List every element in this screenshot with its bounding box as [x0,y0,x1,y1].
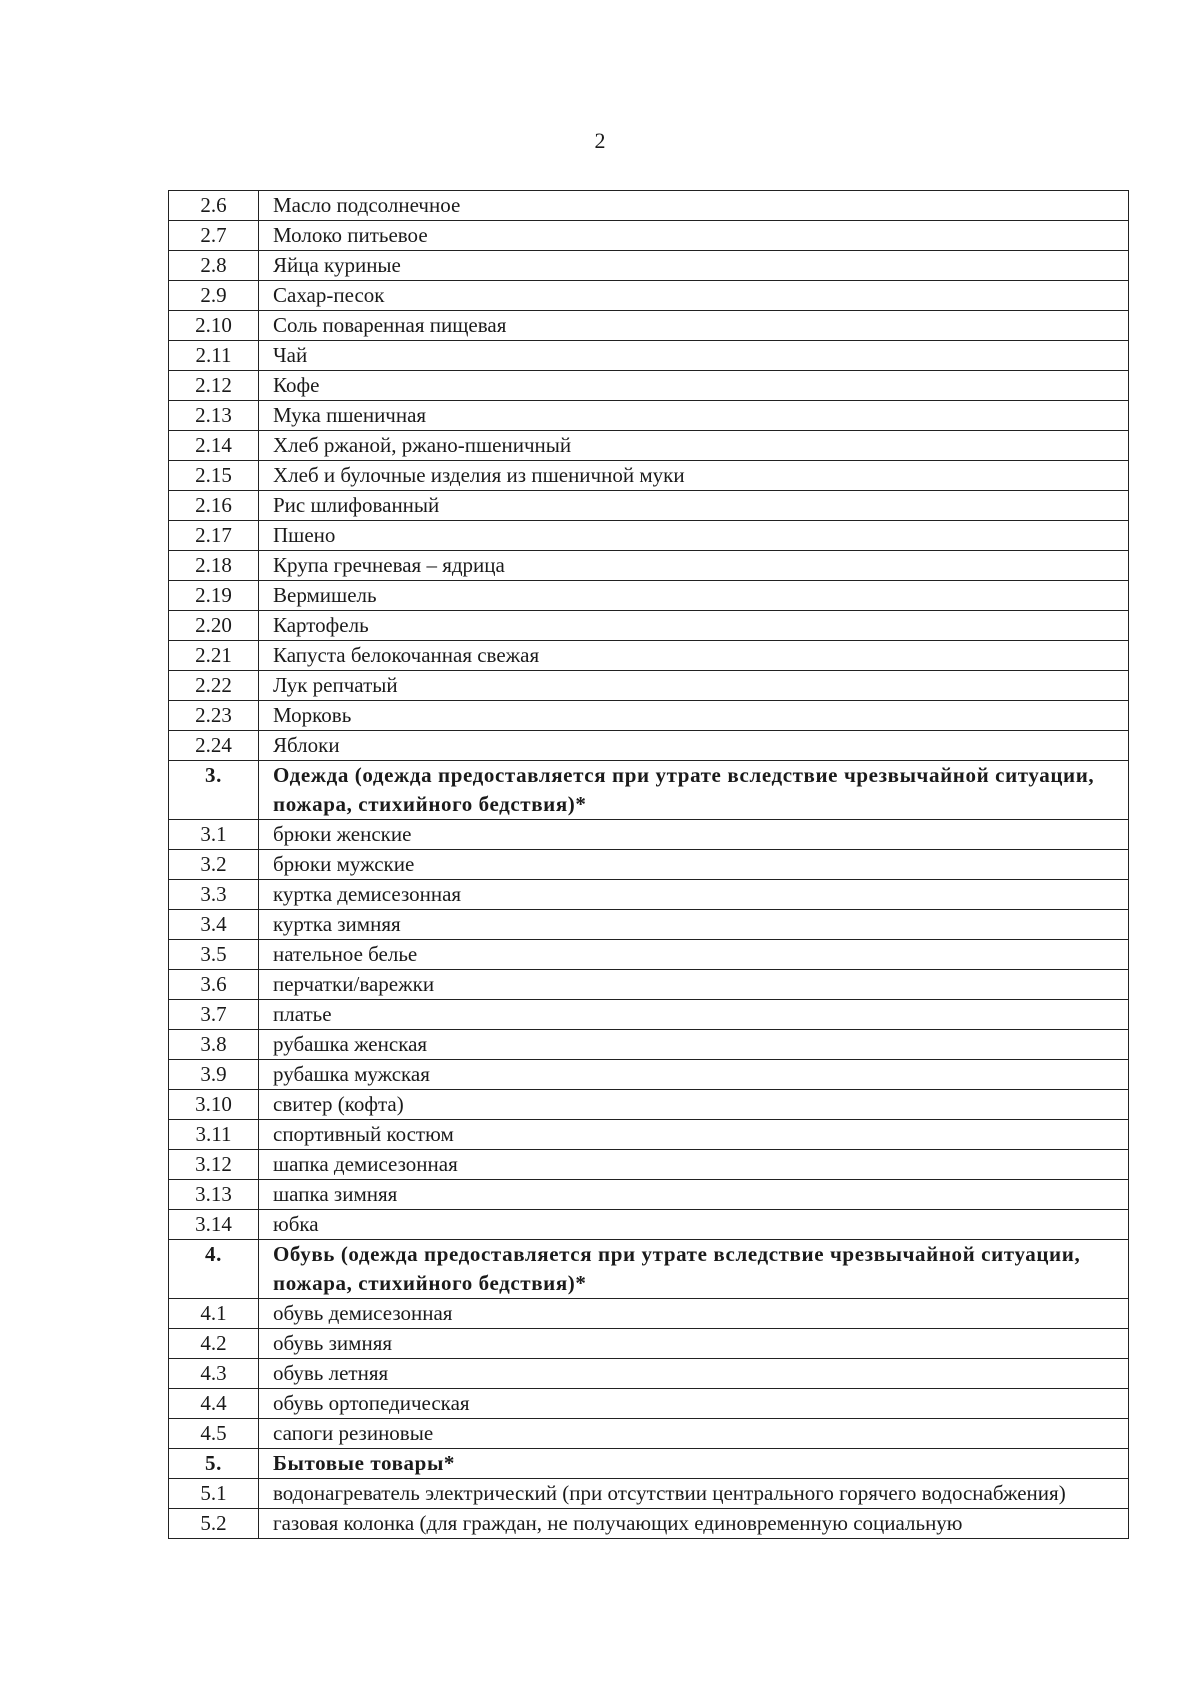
item-number: 4.3 [169,1359,259,1389]
table-row [169,1329,1129,1359]
item-name: Хлеб и булочные изделия из пшеничной муки [259,461,1129,491]
item-name: Яблоки [259,731,1129,761]
item-name: Картофель [259,611,1129,641]
item-name: обувь демисезонная [259,1299,1129,1329]
item-number: 2.16 [169,491,259,521]
item-name: нательное белье [259,940,1129,970]
item-name: брюки женские [259,820,1129,850]
table-row [169,581,1129,611]
table-row [169,1120,1129,1150]
item-name: Рис шлифованный [259,491,1129,521]
table-row [169,401,1129,431]
item-number: 3.4 [169,910,259,940]
item-number: 3.6 [169,970,259,1000]
item-number: 4.2 [169,1329,259,1359]
table-row [169,880,1129,910]
table-row [169,1479,1129,1509]
item-name: платье [259,1000,1129,1030]
item-number: 2.19 [169,581,259,611]
table-row [169,1419,1129,1449]
item-number: 4. [169,1240,259,1299]
table-row [169,671,1129,701]
item-number: 5.2 [169,1509,259,1539]
table-row [169,1060,1129,1090]
table-row [169,1000,1129,1030]
item-name: Вермишель [259,581,1129,611]
item-number: 3.12 [169,1150,259,1180]
table-row [169,820,1129,850]
table-row [169,1090,1129,1120]
item-number: 3.3 [169,880,259,910]
item-name: Морковь [259,701,1129,731]
table-row [169,191,1129,221]
item-name: Одежда (одежда предоставляется при утрате вследствие чрезвычайной ситуации, пожара, стихийного бедствия)* [259,761,1129,820]
item-number: 3.2 [169,850,259,880]
item-number: 3.8 [169,1030,259,1060]
item-name: Крупа гречневая – ядрица [259,551,1129,581]
item-number: 2.24 [169,731,259,761]
item-name: Лук репчатый [259,671,1129,701]
table-row [169,611,1129,641]
item-number: 3.10 [169,1090,259,1120]
table-row [169,970,1129,1000]
item-number: 5. [169,1449,259,1479]
item-number: 2.9 [169,281,259,311]
section-row [169,1240,1129,1299]
item-number: 4.1 [169,1299,259,1329]
item-name: свитер (кофта) [259,1090,1129,1120]
item-name: Соль поваренная пищевая [259,311,1129,341]
item-number: 2.15 [169,461,259,491]
item-number: 2.10 [169,311,259,341]
item-name: Обувь (одежда предоставляется при утрате вследствие чрезвычайной ситуации, пожара, стихийного бедствия)* [259,1240,1129,1299]
item-number: 2.18 [169,551,259,581]
table-row [169,371,1129,401]
section-row [169,1449,1129,1479]
item-name: шапка демисезонная [259,1150,1129,1180]
item-number: 2.20 [169,611,259,641]
item-number: 5.1 [169,1479,259,1509]
item-number: 3.5 [169,940,259,970]
table-row [169,551,1129,581]
item-number: 4.5 [169,1419,259,1449]
item-number: 2.14 [169,431,259,461]
item-number: 2.13 [169,401,259,431]
item-name: Хлеб ржаной, ржано-пшеничный [259,431,1129,461]
table-row [169,940,1129,970]
item-name: перчатки/варежки [259,970,1129,1000]
item-number: 2.7 [169,221,259,251]
item-name: Капуста белокочанная свежая [259,641,1129,671]
table-row [169,1030,1129,1060]
item-name: Пшено [259,521,1129,551]
item-number: 2.6 [169,191,259,221]
item-name: газовая колонка (для граждан, не получающих единовременную социальную [259,1509,1129,1539]
item-name: Чай [259,341,1129,371]
item-number: 2.12 [169,371,259,401]
table-row [169,281,1129,311]
table-row [169,910,1129,940]
table-row [169,491,1129,521]
item-name: сапоги резиновые [259,1419,1129,1449]
item-number: 2.22 [169,671,259,701]
item-number: 3.11 [169,1120,259,1150]
item-name: водонагреватель электрический (при отсутствии центрального горячего водоснабжения) [259,1479,1129,1509]
item-name: куртка зимняя [259,910,1129,940]
table-row [169,521,1129,551]
item-number: 3.7 [169,1000,259,1030]
table-row [169,731,1129,761]
section-row [169,761,1129,820]
item-name: обувь зимняя [259,1329,1129,1359]
table-row [169,641,1129,671]
item-name: обувь летняя [259,1359,1129,1389]
item-number: 3.1 [169,820,259,850]
item-number: 3. [169,761,259,820]
table-row [169,461,1129,491]
item-name: обувь ортопедическая [259,1389,1129,1419]
item-name: Молоко питьевое [259,221,1129,251]
item-name: Сахар-песок [259,281,1129,311]
table-row [169,251,1129,281]
item-number: 3.14 [169,1210,259,1240]
table-row [169,850,1129,880]
item-number: 2.23 [169,701,259,731]
table-row [169,431,1129,461]
item-name: рубашка мужская [259,1060,1129,1090]
goods-table [168,190,1129,1539]
item-name: брюки мужские [259,850,1129,880]
item-name: рубашка женская [259,1030,1129,1060]
item-name: спортивный костюм [259,1120,1129,1150]
table-row [169,1180,1129,1210]
item-number: 3.13 [169,1180,259,1210]
table-row [169,311,1129,341]
item-name: шапка зимняя [259,1180,1129,1210]
item-number: 2.21 [169,641,259,671]
table-row [169,1509,1129,1539]
item-number: 2.8 [169,251,259,281]
table-row [169,1389,1129,1419]
table-row [169,341,1129,371]
page-number: 2 [594,128,606,153]
item-name: Бытовые товары* [259,1449,1129,1479]
table-row [169,221,1129,251]
item-number: 2.11 [169,341,259,371]
item-name: Масло подсолнечное [259,191,1129,221]
table-row [169,701,1129,731]
item-name: Яйца куриные [259,251,1129,281]
goods-table-body [169,191,1129,1539]
table-row [169,1359,1129,1389]
table-row [169,1150,1129,1180]
item-name: Мука пшеничная [259,401,1129,431]
table-row [169,1299,1129,1329]
item-number: 4.4 [169,1389,259,1419]
item-number: 2.17 [169,521,259,551]
item-name: куртка демисезонная [259,880,1129,910]
item-number: 3.9 [169,1060,259,1090]
item-name: Кофе [259,371,1129,401]
item-name: юбка [259,1210,1129,1240]
table-row [169,1210,1129,1240]
